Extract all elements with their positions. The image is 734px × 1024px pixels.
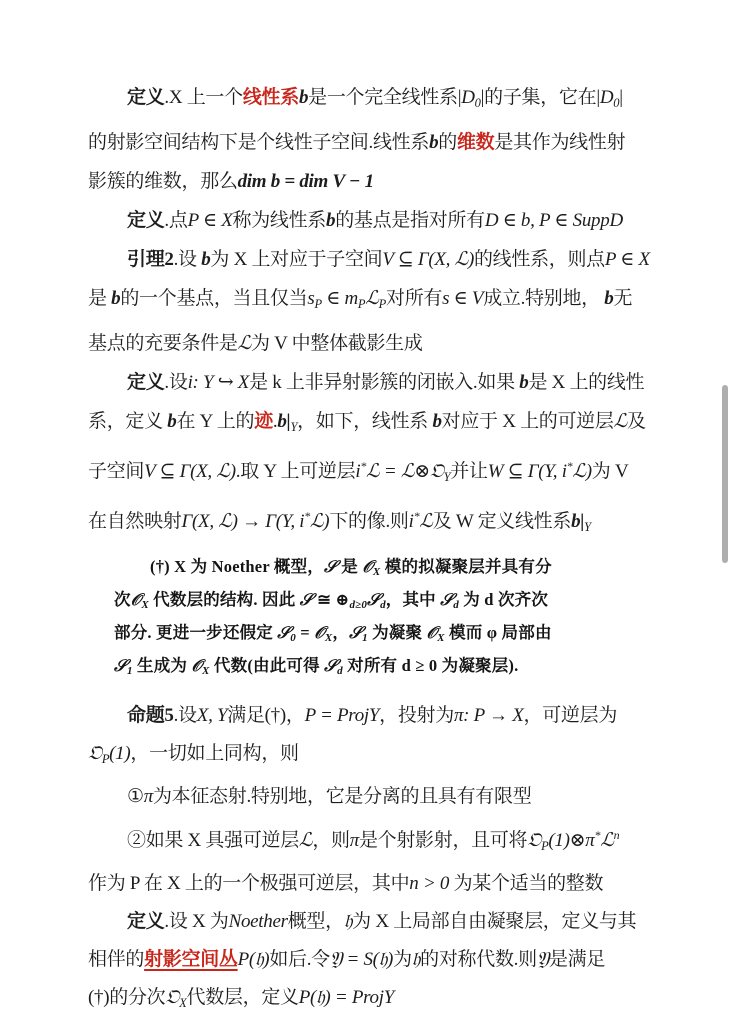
text-segment: π: P → X <box>453 705 524 726</box>
text-segment: D <box>461 87 475 108</box>
text-segment: b <box>326 210 336 231</box>
prop5-item-2-line-2 <box>88 865 646 903</box>
text-segment: 为 X 上对应于子空间 <box>210 249 383 270</box>
text-segment: 𝒮 <box>277 623 291 642</box>
text-segment: X, Y <box>196 705 228 726</box>
text-segment: 部分. 更进一步还假定 <box>114 623 278 642</box>
text-segment: 为 <box>393 949 412 970</box>
text-segment: 代数(由此可得 <box>209 656 325 675</box>
lemma2-line-2 <box>88 279 646 324</box>
scrollbar-thumb[interactable] <box>722 385 728 563</box>
text-segment: .设 <box>173 249 202 270</box>
def-proj-bundle-line-1 <box>88 903 646 941</box>
text-segment: W ⊆ Γ(Y, i <box>487 461 567 482</box>
text-segment: d <box>380 599 386 611</box>
def-linear-system-line-3 <box>88 162 646 201</box>
text-segment: b <box>429 132 439 153</box>
text-segment: b <box>432 411 442 432</box>
text-segment: 概型， <box>287 911 344 932</box>
text-segment: 引理2 <box>127 249 174 270</box>
text-segment: P = ProjY <box>304 705 380 726</box>
text-segment: D <box>599 87 614 108</box>
text-segment: Γ(X, ℒ) → Γ(Y, i <box>181 511 305 532</box>
text-segment: d <box>337 665 343 677</box>
text-segment: V ⊆ Γ(X, ℒ) <box>382 249 474 270</box>
highlighted-term: 线性系 <box>242 87 299 108</box>
text-segment: 影簇的维数，那么 <box>88 171 238 192</box>
text-segment: π <box>143 786 153 807</box>
text-segment: ℒ) <box>309 511 330 532</box>
text-segment: ∈ m <box>321 288 358 309</box>
text-segment: 𝒮 <box>114 656 127 675</box>
text-content <box>88 78 650 1022</box>
text-segment: ℒ <box>298 830 313 851</box>
text-segment: 对所有 <box>386 288 443 309</box>
text-segment: ，其中 <box>385 590 441 609</box>
text-segment: 基点的充要条件是 <box>88 333 238 354</box>
text-segment: 子空间 <box>88 461 145 482</box>
text-segment: b| <box>277 411 291 432</box>
text-segment: 是 X 上的线性 <box>528 372 645 393</box>
text-segment: s ∈ V <box>442 288 484 309</box>
text-segment: n <box>613 828 620 842</box>
text-segment: 对所有 d ≥ 0 为凝聚层). <box>342 656 519 675</box>
text-segment: 1 <box>126 665 133 677</box>
text-segment: b <box>167 411 177 432</box>
text-segment: 的一个基点，当且仅当 <box>120 288 308 309</box>
text-segment: 是一个完全线性系| <box>308 87 462 108</box>
text-segment: ，一切如上同构，则 <box>130 743 299 764</box>
text-segment: |的子集，它在| <box>480 87 600 108</box>
text-segment: ℒ <box>365 288 379 309</box>
def-proj-bundle-line-2 <box>88 941 646 979</box>
text-segment: 无 <box>613 288 633 309</box>
text-segment: 𝒪 <box>362 557 373 576</box>
text-segment: X <box>141 599 149 611</box>
text-segment: i <box>355 461 361 482</box>
highlighted-term: 迹 <box>254 411 273 432</box>
text-segment: 相伴的 <box>88 949 145 970</box>
text-segment: .设 X 为 <box>164 911 229 932</box>
text-segment: 𝒪 <box>426 623 438 642</box>
prop5-line-1 <box>88 697 646 735</box>
text-segment: ， <box>332 623 350 642</box>
text-segment: 的射影空间结构下是个线性子空间.线性系 <box>88 132 430 153</box>
text-segment: ≅ ⊕ <box>312 590 350 609</box>
def-base-point-line <box>88 201 646 240</box>
text-segment: ℒ <box>600 830 614 851</box>
text-segment: .点 <box>164 210 188 231</box>
text-segment: .设 <box>164 372 188 393</box>
text-segment: 代数层的结构. 因此 <box>148 590 300 609</box>
text-segment: b <box>604 288 614 309</box>
text-segment: 在自然映射 <box>88 511 182 532</box>
text-segment: 𝔒 <box>88 743 102 764</box>
text-segment: 定义 <box>127 911 165 932</box>
text-segment: ，投射为 <box>379 705 454 726</box>
text-segment: 𝔥 <box>343 911 353 932</box>
text-segment: .取 Y 上可逆层 <box>235 461 356 482</box>
text-segment: P ∈ X <box>604 249 650 270</box>
text-segment: 是 k 上非异射影簇的闭嵌入.如果 <box>249 372 520 393</box>
text-segment: 生成为 <box>132 656 192 675</box>
text-segment: 定义 <box>127 87 165 108</box>
text-segment: 为凝聚 <box>367 623 427 642</box>
text-segment: 定义 <box>127 210 165 231</box>
text-segment: 下的像.则 <box>329 511 409 532</box>
text-segment: * <box>304 509 310 523</box>
def-linear-system-line-1 <box>88 78 646 123</box>
text-segment: P(𝔥) = ProjY <box>298 987 394 1008</box>
text-segment: 为 V <box>591 461 629 482</box>
text-segment: 𝔒 <box>165 987 180 1008</box>
text-segment: ℒ <box>613 411 627 432</box>
text-segment: 及 <box>626 411 646 432</box>
text-segment: i: Y ↪ X <box>187 372 250 393</box>
text-segment: X <box>324 632 333 644</box>
text-segment: ℒ <box>237 333 251 354</box>
book-excerpt-line-4 <box>114 652 646 685</box>
text-segment: ，则 <box>312 830 350 851</box>
text-segment: 𝒮 <box>349 623 363 642</box>
text-segment: ，可逆层为 <box>523 705 618 726</box>
text-segment: 是 <box>88 288 112 309</box>
text-segment: Y <box>584 520 591 534</box>
text-segment: P(𝔥) <box>237 949 270 970</box>
text-segment: P <box>357 297 366 311</box>
book-excerpt-line-3 <box>114 619 646 652</box>
text-segment: ℒ <box>419 511 433 532</box>
text-segment: 𝔜 = S(𝔥) <box>329 949 394 970</box>
text-segment: 定义 <box>127 372 165 393</box>
text-segment: Y <box>443 470 451 484</box>
def-trace-line-1 <box>88 363 646 402</box>
text-segment: | <box>619 87 623 108</box>
text-segment: 为 V 中整体截影生成 <box>251 333 423 354</box>
text-segment: 𝒮 <box>299 590 313 609</box>
text-segment: ℒ = ℒ⊗𝔒 <box>366 461 444 482</box>
text-segment: ②如果 X 具强可逆层 <box>127 830 299 851</box>
text-segment: Y <box>290 420 298 434</box>
text-segment: * <box>413 509 420 523</box>
text-segment: 0 <box>613 96 620 110</box>
text-segment: 为本征态射.特别地，它是分离的且具有有限型 <box>152 786 532 807</box>
text-segment: 作为 P 在 X 上的一个极强可逆层，其中 <box>88 873 410 894</box>
text-segment: ① <box>127 786 144 807</box>
text-segment: 1 <box>362 632 368 644</box>
highlighted-term: 射影空间丛 <box>144 949 238 970</box>
text-segment: 𝒪 <box>191 656 203 675</box>
text-segment: 𝒮 <box>323 557 337 576</box>
text-segment: 命题5 <box>127 705 174 726</box>
text-segment: .X 上一个 <box>164 87 243 108</box>
text-segment: P <box>314 297 322 311</box>
text-segment: b| <box>571 511 585 532</box>
text-segment: 对应于 X 上的可逆层 <box>441 411 614 432</box>
text-segment: 𝔒 <box>527 830 542 851</box>
text-segment: (†) X 为 Noether 概型， <box>150 557 324 576</box>
text-segment: 为 X 上局部自由凝聚层，定义与其 <box>352 911 637 932</box>
lemma2-line-1 <box>88 240 650 279</box>
text-segment: 0 <box>474 96 481 110</box>
text-segment: 是其作为线性射 <box>494 132 626 153</box>
text-segment: 及 W 定义线性系 <box>432 511 572 532</box>
text-segment: d <box>453 599 459 611</box>
text-segment: 代数层，定义 <box>186 987 299 1008</box>
text-segment: 在 Y 上的 <box>176 411 255 432</box>
text-segment: 模的拟凝聚层并具有分 <box>380 557 552 576</box>
text-segment: 为 d 次齐次 <box>458 590 549 609</box>
text-segment: i <box>408 511 414 532</box>
text-segment: 的基点是指对所有 <box>335 210 485 231</box>
text-segment: 是 <box>336 557 363 576</box>
def-trace-line-3 <box>88 447 646 497</box>
text-segment: (1) <box>109 743 131 764</box>
text-segment: π <box>349 830 359 851</box>
text-segment: 0 <box>290 632 296 644</box>
text-segment: 系，定义 <box>88 411 168 432</box>
text-segment: .设 <box>173 705 197 726</box>
text-segment: d≥0 <box>349 599 368 611</box>
text-segment: X <box>179 996 187 1010</box>
text-segment: 模而 φ 局部由 <box>444 623 552 642</box>
text-segment: dim b = dim V − 1 <box>237 171 374 192</box>
text-segment: ℒ) <box>572 461 592 482</box>
text-segment: P <box>541 839 549 853</box>
text-segment: V ⊆ Γ(X, ℒ) <box>144 461 236 482</box>
book-excerpt-line-1 <box>114 553 646 586</box>
prop5-line-2 <box>88 735 646 778</box>
text-segment: 𝔥 <box>411 949 421 970</box>
text-segment: Noether <box>228 911 288 932</box>
text-segment: D ∈ b, P ∈ SuppD <box>484 210 623 231</box>
text-segment: X <box>437 632 445 644</box>
text-segment: 如后.令 <box>269 949 330 970</box>
text-segment: 𝒮 <box>367 590 381 609</box>
def-trace-line-4 <box>88 497 646 547</box>
text-segment: 𝒮 <box>324 656 338 675</box>
text-segment: n > 0 <box>409 873 450 894</box>
text-segment: 满足(†)， <box>227 705 305 726</box>
text-segment: 𝔜 <box>536 949 549 970</box>
text-segment: = <box>295 623 315 642</box>
text-segment: * <box>566 459 573 473</box>
text-segment: X <box>372 566 381 578</box>
text-segment: ，如下，线性系 <box>297 411 433 432</box>
text-segment: b <box>201 249 211 270</box>
text-segment: 𝒮 <box>440 590 454 609</box>
text-segment: P <box>101 752 110 766</box>
text-segment: b <box>519 372 529 393</box>
text-segment: * <box>594 828 601 842</box>
text-segment: 的对称代数.则 <box>420 949 537 970</box>
text-segment: X <box>202 665 210 677</box>
text-segment: b <box>298 87 309 108</box>
def-proj-bundle-line-3 <box>88 979 646 1022</box>
text-segment: 𝒪 <box>314 623 325 642</box>
text-segment: 次 <box>114 590 131 609</box>
text-segment: (1)⊗π <box>548 830 595 851</box>
highlighted-term: 维数 <box>456 132 495 153</box>
text-segment: * <box>360 459 367 473</box>
prop5-item-1 <box>88 778 646 816</box>
text-segment: 是满足 <box>548 949 606 970</box>
text-segment: 的线性系，则点 <box>473 249 605 270</box>
text-segment: s <box>307 288 315 309</box>
text-segment: 称为线性系 <box>232 210 327 231</box>
text-segment: 的 <box>438 132 457 153</box>
text-segment: 𝒪 <box>130 590 142 609</box>
book-excerpt-line-2 <box>114 586 646 619</box>
text-segment: . <box>272 411 278 432</box>
text-segment: b <box>111 288 121 309</box>
def-linear-system-line-2 <box>88 123 646 162</box>
prop5-item-2-line-1 <box>88 816 646 865</box>
def-trace-line-2 <box>88 402 646 447</box>
text-segment: 并让 <box>450 461 488 482</box>
text-segment: P ∈ X <box>187 210 233 231</box>
text-segment: 是个射影射，且可将 <box>358 830 528 851</box>
text-segment: 为某个适当的整数 <box>449 873 604 894</box>
text-segment: (†)的分次 <box>88 987 166 1008</box>
text-segment: 成立.特别地， <box>483 288 605 309</box>
text-segment: P <box>378 297 386 311</box>
lemma2-line-3 <box>88 324 646 363</box>
